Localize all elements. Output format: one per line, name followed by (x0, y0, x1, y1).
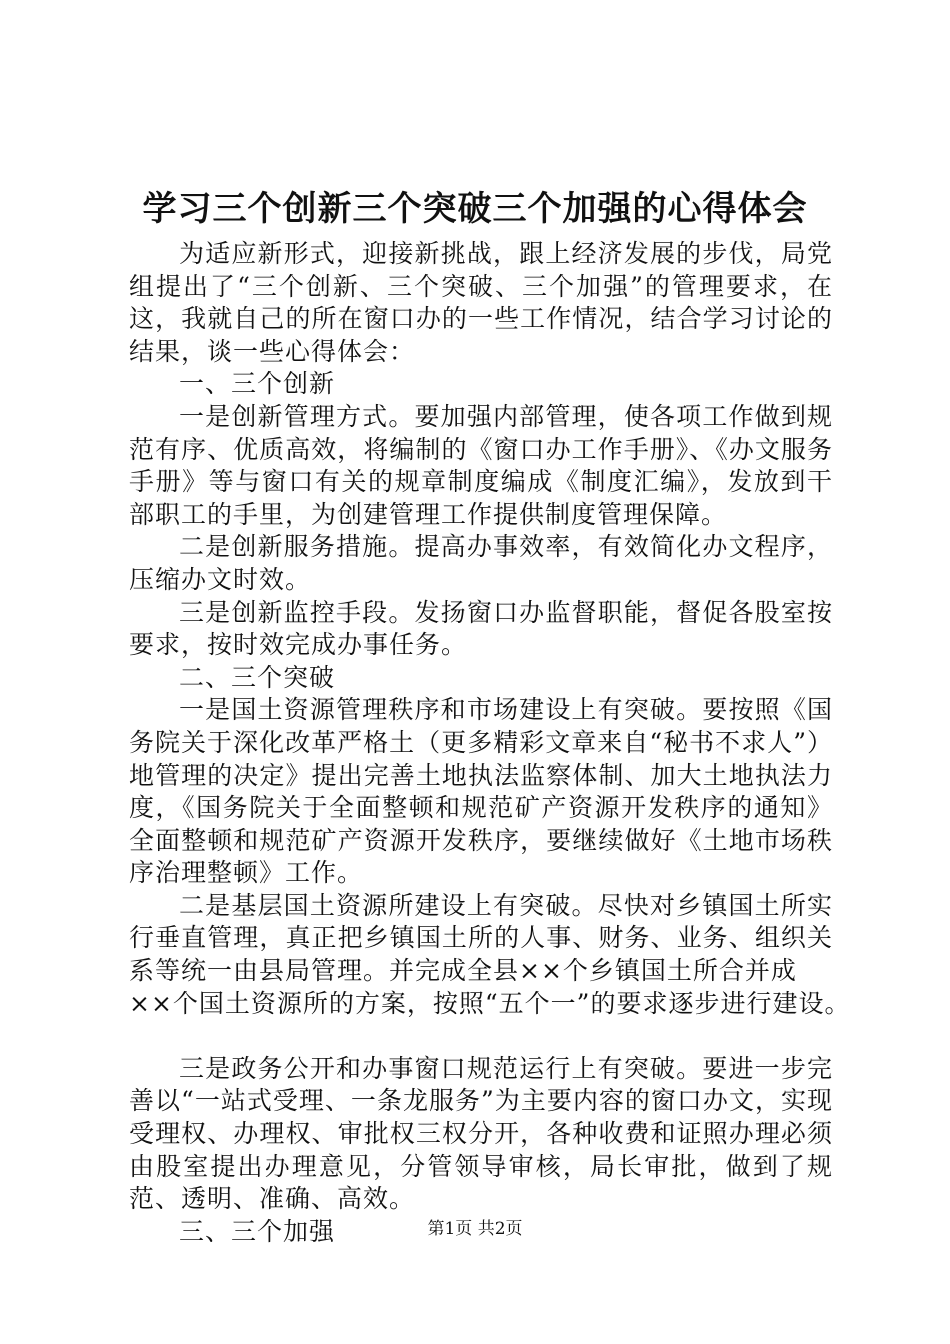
page-footer: 第1页 共2页 (427, 1219, 523, 1239)
paragraph: 二是基层国土资源所建设上有突破。尽快对乡镇国土所实行垂直管理，真正把乡镇国土所的人事、财务、业务、组织关系等统一由县局管理。并完成全县××个乡镇国土所合并成 (129, 890, 833, 986)
section-heading-innovation: 一、三个创新 (179, 369, 336, 399)
paragraph: 三是创新监控手段。发扬窗口办监督职能，督促各股室按要求，按时效完成办事任务。 (129, 597, 833, 660)
section-heading-breakthrough: 二、三个突破 (179, 662, 336, 692)
paragraph-continuation: ××个国土资源所的方案，按照“五个一”的要求逐步进行建设。 (129, 988, 851, 1018)
paragraph: 一是创新管理方式。要加强内部管理，使各项工作做到规范有序、优质高效，将编制的《窗口办工作手册》、《办文服务手册》等与窗口有关的规章制度编成《制度汇编》，发放到干部职工的手里，为创建管理工作提供制度管理保障。 (129, 401, 833, 529)
paragraph: 一是国土资源管理秩序和市场建设上有突破。要按照《国务院关于深化改革严格土（更多精彩文章来自“秘书不求人”）地管理的决定》提出完善土地执法监察体制、加大土地执法力度，《国务院关于全面整顿和规范矿产资源开发秩序的通知》全面整顿和规范矿产资源开发秩序，要继续做好《土地市场秩序治理整顿》工作。 (129, 695, 833, 888)
paragraph: 二是创新服务措施。提高办事效率，有效简化办文程序，压缩办文时效。 (129, 532, 833, 594)
intro-paragraph: 为适应新形式，迎接新挑战，跟上经济发展的步伐，局党组提出了“三个创新、三个突破、三个加强”的管理要求，在这，我就自己的所在窗口办的一些工作情况，结合学习讨论的结果，谈一些心得体会： (129, 239, 833, 366)
paragraph: 三是政务公开和办事窗口规范运行上有突破。要进一步完善以“一站式受理、一条龙服务”为主要内容的窗口办文，实现受理权、办理权、审批权三权分开，各种收费和证照办理必须由股室提出办理意见，分管领导审核，局长审批，做到了规范、透明、准确、高效。 (129, 1053, 833, 1214)
document-title: 学习三个创新三个突破三个加强的心得体会 (142, 189, 808, 229)
document-body (129, 238, 851, 1248)
blank-line (129, 1020, 833, 1053)
section-heading-strengthen: 三、三个加强 (179, 1216, 336, 1246)
